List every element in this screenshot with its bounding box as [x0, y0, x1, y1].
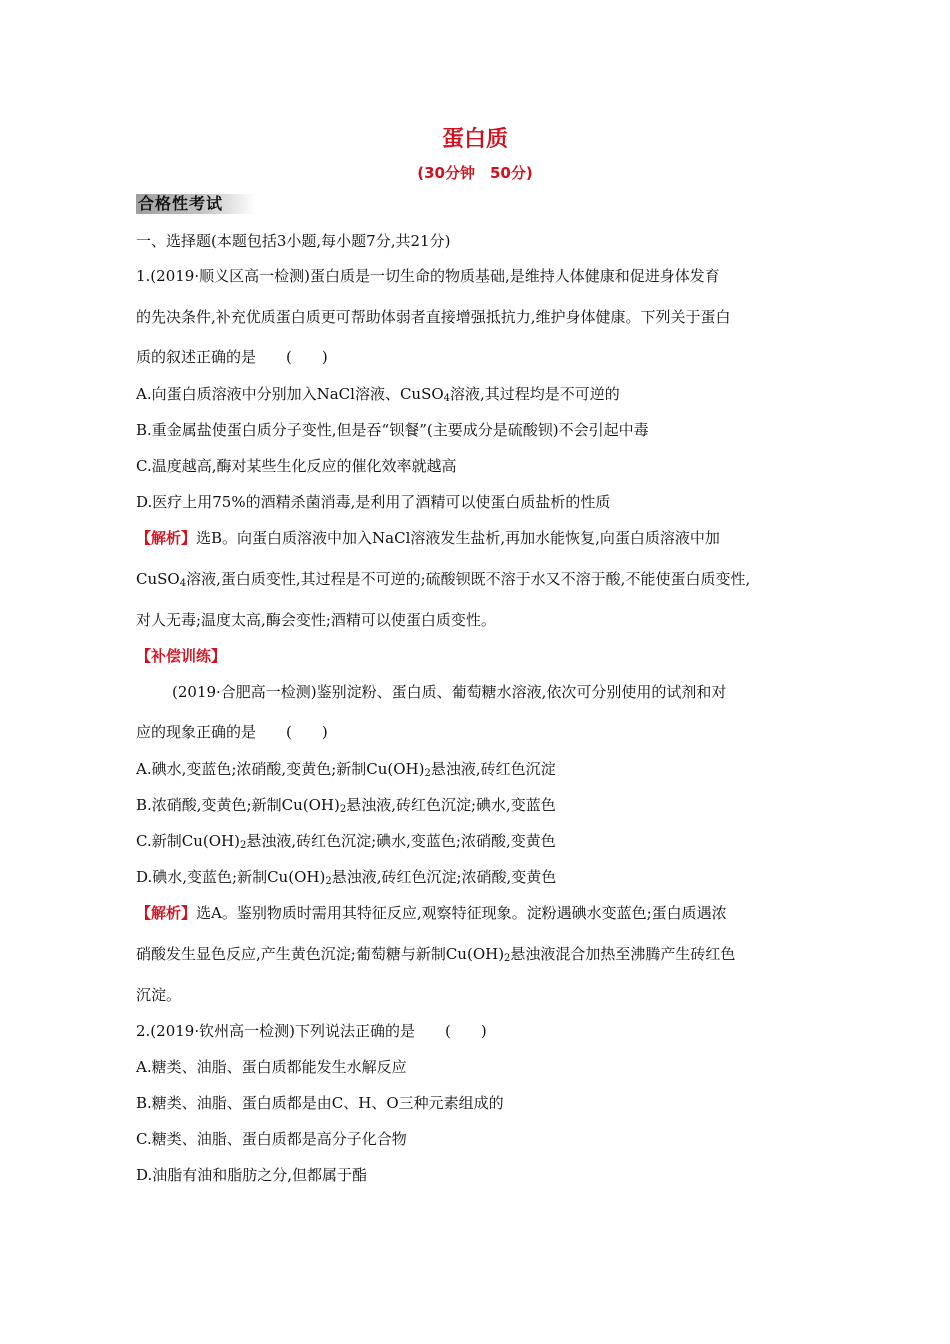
q1-stem-text: 质的叙述正确的是: [136, 348, 257, 366]
q1-stem-line3: [136, 347, 328, 367]
subscript: 4: [179, 578, 187, 589]
q2-option-b: B.糖类、油脂、蛋白质都是由C、H、O三种元素组成的: [136, 1094, 504, 1112]
q2-option-c: C.糖类、油脂、蛋白质都是高分子化合物: [136, 1130, 407, 1148]
q1-option-c: C.温度越高,酶对某些生化反应的催化效率就越高: [136, 457, 457, 475]
q2-answer-paren: ( ): [444, 1022, 487, 1040]
q1-analysis-text-b: 溶液,蛋白质变性,其过程是不可逆的;硫酸钡既不溶于水又不溶于酸,不能使蛋白质变性,: [186, 570, 751, 588]
supplement-stem-text: 应的现象正确的是: [136, 723, 257, 741]
subscript: 2: [239, 840, 247, 851]
supplement-option-a-text-end: 悬浊液,砖红色沉淀: [430, 760, 556, 778]
q1-stem-line1: 1.(2019·顺义区高一检测)蛋白质是一切生命的物质基础,是维持人体健康和促进身体发育: [136, 267, 720, 285]
supplement-answer-paren: ( ): [286, 723, 328, 741]
supplement-tag-text: 【补偿训练】: [136, 647, 227, 665]
supplement-option-a-text: A.碘水,变蓝色;浓硝酸,变黄色;新制Cu(OH): [136, 760, 425, 778]
q1-option-a-text: A.向蛋白质溶液中分别加入NaCl溶液、CuSO: [136, 385, 444, 403]
supplement-option-c-text-end: 悬浊液,砖红色沉淀;碘水,变蓝色;浓硝酸,变黄色: [246, 832, 556, 850]
q2-option-d: D.油脂有油和脂肪之分,但都属于酯: [136, 1166, 368, 1184]
analysis-tag: 【解析】: [136, 904, 197, 922]
supplement-option-c-text: C.新制Cu(OH): [136, 832, 240, 850]
supplement-tag: [136, 646, 226, 666]
supplement-analysis-text-b: 悬浊液混合加热至沸腾产生砖红色: [510, 945, 736, 963]
supplement-analysis-line2: [136, 944, 735, 964]
supplement-analysis-text: 选A。鉴别物质时需用其特征反应,观察特征现象。淀粉遇碘水变蓝色;蛋白质遇浓: [196, 904, 727, 922]
q1-stem-line2: 的先决条件,补充优质蛋白质更可帮助体弱者直接增强抵抗力,维护身体健康。下列关于蛋白: [136, 308, 731, 326]
subscript: 4: [443, 393, 451, 404]
page-subtitle: (30分钟 50分): [417, 164, 533, 182]
subscript: 2: [339, 804, 347, 815]
section-banner: [136, 194, 256, 214]
q1-answer-paren: ( ): [286, 348, 328, 366]
supplement-stem-line2: [136, 722, 328, 742]
supplement-option-a: [136, 759, 556, 779]
supplement-option-b-text: B.浓硝酸,变黄色;新制Cu(OH): [136, 796, 340, 814]
subscript: 2: [504, 953, 511, 964]
subscript: 2: [325, 876, 332, 887]
q1-analysis-line1: [136, 528, 720, 548]
q1-option-a: [136, 384, 620, 404]
supplement-option-c: [136, 831, 556, 851]
q2-stem: [136, 1021, 487, 1041]
q1-analysis-text-a: CuSO: [136, 570, 180, 588]
q1-analysis-line2: [136, 569, 750, 589]
supplement-analysis-line1: [136, 903, 727, 923]
subscript: 2: [424, 768, 431, 779]
q2-option-a: A.糖类、油脂、蛋白质都能发生水解反应: [136, 1058, 407, 1076]
q1-analysis-text: 选B。向蛋白质溶液中加入NaCl溶液发生盐析,再加水能恢复,向蛋白质溶液中加: [196, 529, 720, 547]
q1-option-a-text-end: 溶液,其过程均是不可逆的: [450, 385, 620, 403]
section-heading: 一、选择题(本题包括3小题,每小题7分,共21分): [136, 232, 451, 250]
supplement-option-b: [136, 795, 556, 815]
analysis-tag: 【解析】: [136, 529, 197, 547]
supplement-option-b-text-end: 悬浊液,砖红色沉淀;碘水,变蓝色: [346, 796, 556, 814]
supplement-analysis-line3: 沉淀。: [136, 986, 182, 1004]
supplement-option-d-text-end: 悬浊液,砖红色沉淀;浓硝酸,变黄色: [331, 868, 557, 886]
q1-option-d: D.医疗上用75%的酒精杀菌消毒,是利用了酒精可以使蛋白质盐析的性质: [136, 493, 611, 511]
q1-analysis-line3: 对人无毒;温度太高,酶会变性;酒精可以使蛋白质变性。: [136, 611, 496, 629]
supplement-option-d: [136, 867, 556, 887]
q2-stem-text: 2.(2019·钦州高一检测)下列说法正确的是: [136, 1022, 415, 1040]
section-banner-label: 合格性考试: [138, 194, 224, 213]
supplement-stem-line1: (2019·合肥高一检测)鉴别淀粉、蛋白质、葡萄糖水溶液,依次可分别使用的试剂和对: [172, 683, 727, 701]
supplement-option-d-text: D.碘水,变蓝色;新制Cu(OH): [136, 868, 326, 886]
supplement-analysis-text-a: 硝酸发生显色反应,产生黄色沉淀;葡萄糖与新制Cu(OH): [136, 945, 505, 963]
page-title: 蛋白质: [441, 127, 508, 152]
q1-option-b: B.重金属盐使蛋白质分子变性,但是吞“钡餐”(主要成分是硫酸钡)不会引起中毒: [136, 421, 649, 439]
